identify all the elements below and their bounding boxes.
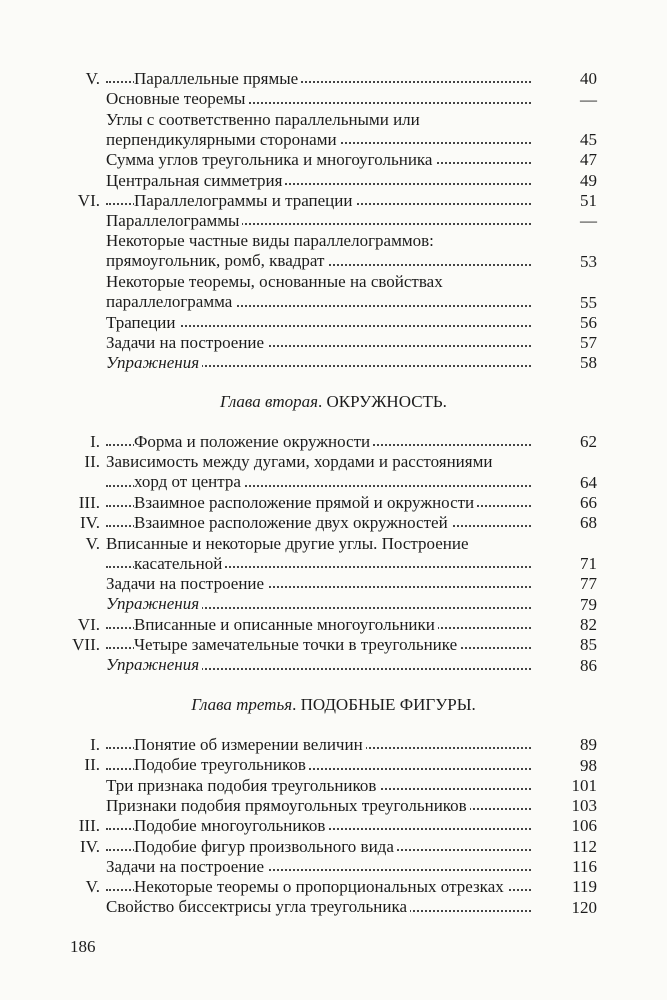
toc-entry-page: — xyxy=(533,211,597,231)
toc-entry-title-line: Некоторые частные виды параллелограммов: xyxy=(106,231,596,251)
toc-entry[interactable] xyxy=(0,594,667,614)
toc-entry-page: 120 xyxy=(533,898,597,918)
toc-entry-title-line: Упражнения xyxy=(106,655,596,675)
toc-entry[interactable] xyxy=(0,655,667,675)
toc-entry-title-line: Центральная симметрия xyxy=(106,171,596,191)
toc-entry-page: 51 xyxy=(533,191,597,211)
toc-entry-number: II. xyxy=(84,755,100,775)
toc-entry-title-line: Понятие об измерении величин xyxy=(106,735,596,755)
chapter-label: Глава третья xyxy=(191,695,293,714)
toc-entry-title xyxy=(106,69,596,89)
toc-entry-page: 45 xyxy=(533,130,597,150)
toc-entry[interactable] xyxy=(0,857,667,877)
toc-entry-number: VI. xyxy=(77,190,100,210)
toc-entry-title xyxy=(106,171,596,191)
chapter-title: ПОДОБНЫЕ ФИГУРЫ. xyxy=(300,695,476,714)
toc-entry-title-line: Задачи на построение xyxy=(106,574,596,594)
toc-entry-page: 49 xyxy=(533,171,597,191)
toc-entry-page: 64 xyxy=(533,473,597,493)
toc-entry-title xyxy=(106,816,596,836)
toc-entry-page: 103 xyxy=(533,796,597,816)
toc-entry-page: 106 xyxy=(533,816,597,836)
toc-entry-title xyxy=(106,735,596,755)
toc-entry-number: V. xyxy=(85,533,100,553)
toc-entry-title-line: Четыре замечательные точки в треугольнике xyxy=(106,635,596,655)
toc-entry-page: 56 xyxy=(533,313,597,333)
toc-entry-title-line: Задачи на построение xyxy=(106,857,596,877)
toc-entry-page: — xyxy=(533,90,597,110)
toc-entry[interactable] xyxy=(0,897,667,917)
toc-entry-title xyxy=(106,333,596,353)
toc-entry-title-line: Трапеции xyxy=(106,313,596,333)
chapter-heading-3 xyxy=(0,695,667,715)
toc-entry-page: 89 xyxy=(533,735,597,755)
toc-entry-number: VII. xyxy=(72,635,100,654)
toc-entry-page: 66 xyxy=(533,493,597,513)
toc-entry-number: I. xyxy=(90,735,100,754)
toc-entry[interactable] xyxy=(0,272,667,313)
toc-entry-page: 58 xyxy=(533,353,597,373)
toc-entry-title xyxy=(106,150,596,170)
toc-entry-page: 68 xyxy=(533,513,597,533)
toc-entry[interactable] xyxy=(0,735,667,755)
toc-entry-title xyxy=(106,493,596,513)
toc-entry-title-line: Подобие многоугольников xyxy=(106,816,596,836)
toc-entry-title-line: прямоугольник, ромб, квадрат xyxy=(106,251,596,271)
toc-entry-page: 71 xyxy=(533,554,597,574)
toc-entry-title xyxy=(106,877,596,897)
toc-entry-page: 55 xyxy=(533,293,597,313)
toc-entry-title xyxy=(106,353,596,373)
toc-entry[interactable] xyxy=(0,150,667,170)
toc-entry[interactable] xyxy=(0,776,667,796)
toc-entry-title xyxy=(106,432,596,452)
toc-entry-page: 85 xyxy=(533,635,597,655)
toc-entry-page: 119 xyxy=(533,877,597,897)
toc-entry[interactable] xyxy=(0,755,667,775)
toc-entry-title xyxy=(106,857,596,877)
toc-entry-page: 53 xyxy=(533,252,597,272)
chapter-title: ОКРУЖНОСТЬ. xyxy=(326,392,447,411)
toc-entry[interactable] xyxy=(0,493,667,513)
toc-entry[interactable] xyxy=(0,89,667,109)
toc-entry-title-line: Форма и положение окружности xyxy=(106,432,596,452)
toc-entry[interactable] xyxy=(0,635,667,655)
toc-entry-title xyxy=(106,89,596,109)
toc-entry-title xyxy=(106,615,596,635)
toc-entry-title-line: Свойство биссектрисы угла треугольника xyxy=(106,897,596,917)
toc-entry[interactable] xyxy=(0,432,667,452)
toc-entry[interactable] xyxy=(0,69,667,89)
toc-entry-title xyxy=(106,796,596,816)
toc-entry[interactable] xyxy=(0,191,667,211)
toc-entry-title xyxy=(106,837,596,857)
toc-entry-page: 47 xyxy=(533,150,597,170)
toc-entry-title-line: Параллельные прямые xyxy=(106,69,596,89)
toc-entry-number: V. xyxy=(85,877,100,897)
toc-entry[interactable] xyxy=(0,877,667,897)
toc-entry-title xyxy=(106,635,596,655)
toc-entry-title-line: Некоторые теоремы, основанные на свойствах xyxy=(106,272,596,292)
toc-entry-title-line: параллелограмма xyxy=(106,292,596,312)
toc-entry-title-line: касательной xyxy=(106,554,596,574)
toc-entry-number: III. xyxy=(78,816,100,836)
toc-entry-title-line: Углы с соответственно параллельными или xyxy=(106,110,596,130)
toc-entry-title-line: Сумма углов треугольника и многоугольника xyxy=(106,150,596,170)
toc-entry-page: 40 xyxy=(533,69,597,89)
toc-entry[interactable] xyxy=(0,796,667,816)
toc-entry-page: 82 xyxy=(533,615,597,635)
chapter-separator: . xyxy=(318,392,327,411)
toc-entry-number: II. xyxy=(84,452,100,472)
page-number: 186 xyxy=(70,937,96,956)
toc-entry-title-line: хорд от центра xyxy=(106,472,596,492)
toc-entry-title xyxy=(106,655,596,675)
toc-entry[interactable] xyxy=(0,110,667,151)
toc-entry-title xyxy=(106,897,596,917)
toc-entry-title-line: Задачи на построение xyxy=(106,333,596,353)
toc-entry-title-line: Параллелограммы и трапеции xyxy=(106,191,596,211)
toc-entry-title xyxy=(106,513,596,533)
toc-entry[interactable] xyxy=(0,534,667,575)
toc-entry[interactable] xyxy=(0,816,667,836)
toc-entry-title-line: Взаимное расположение двух окружностей xyxy=(106,513,596,533)
toc-entry-page: 112 xyxy=(533,837,597,857)
toc-entry[interactable] xyxy=(0,452,667,493)
toc-entry[interactable] xyxy=(0,231,667,272)
toc-entry-title-line: Признаки подобия прямоугольных треугольников xyxy=(106,796,596,816)
toc-entry-page: 79 xyxy=(533,595,597,615)
toc-entry-number: V. xyxy=(85,69,100,88)
toc-entry-title-line: Упражнения xyxy=(106,353,596,373)
toc-entry-title-line: перпендикулярными сторонами xyxy=(106,130,596,150)
toc-entry-page: 116 xyxy=(533,857,597,877)
chapter-separator: . xyxy=(292,695,301,714)
toc-entry-title-line: Зависимость между дугами, хордами и расстояниями xyxy=(106,452,596,472)
toc-entry-title-line: Подобие фигур произвольного вида xyxy=(106,837,596,857)
toc-entry-title-line: Основные теоремы xyxy=(106,89,596,109)
chapter-heading-2 xyxy=(0,392,667,412)
toc-entry-number: III. xyxy=(78,492,100,512)
toc-entry-title xyxy=(106,211,596,231)
toc-entry-number: I. xyxy=(90,432,100,451)
toc-entry-title-line: Три признака подобия треугольников xyxy=(106,776,596,796)
toc-entry-title xyxy=(106,191,596,211)
toc-entry-title xyxy=(106,313,596,333)
chapter-label: Глава вторая xyxy=(220,392,319,411)
toc-entry-title-line: Взаимное расположение прямой и окружности xyxy=(106,493,596,513)
toc-entry[interactable] xyxy=(0,333,667,353)
toc-entry-title-line: Вписанные и некоторые другие углы. Построение xyxy=(106,534,596,554)
toc-entry-title xyxy=(106,776,596,796)
toc-entry-title-line: Вписанные и описанные многоугольники xyxy=(106,615,596,635)
toc-entry[interactable] xyxy=(0,615,667,635)
toc-entry-number: VI. xyxy=(77,614,100,634)
toc-entry-title xyxy=(106,574,596,594)
toc-entry[interactable] xyxy=(0,837,667,857)
toc-entry[interactable] xyxy=(0,171,667,191)
toc-entry[interactable] xyxy=(0,211,667,231)
toc-entry[interactable] xyxy=(0,513,667,533)
toc-entry-number: IV. xyxy=(80,836,100,856)
toc-entry-page: 57 xyxy=(533,333,597,353)
toc-entry[interactable] xyxy=(0,313,667,333)
toc-entry-title-line: Подобие треугольников xyxy=(106,755,596,775)
toc-entry-page: 62 xyxy=(533,432,597,452)
toc-entry-page: 86 xyxy=(533,656,597,676)
toc-entry-title-line: Некоторые теоремы о пропорциональных отрезках xyxy=(106,877,596,897)
toc-entry[interactable] xyxy=(0,353,667,373)
toc-entry[interactable] xyxy=(0,574,667,594)
toc-entry-title xyxy=(106,594,596,614)
toc-entry-page: 77 xyxy=(533,574,597,594)
toc-entry-page: 98 xyxy=(533,756,597,776)
toc-entry-number: IV. xyxy=(80,513,100,533)
toc-entry-title-line: Упражнения xyxy=(106,594,596,614)
toc-entry-page: 101 xyxy=(533,776,597,796)
toc-entry-title-line: Параллелограммы xyxy=(106,211,596,231)
toc-entry-title xyxy=(106,755,596,775)
